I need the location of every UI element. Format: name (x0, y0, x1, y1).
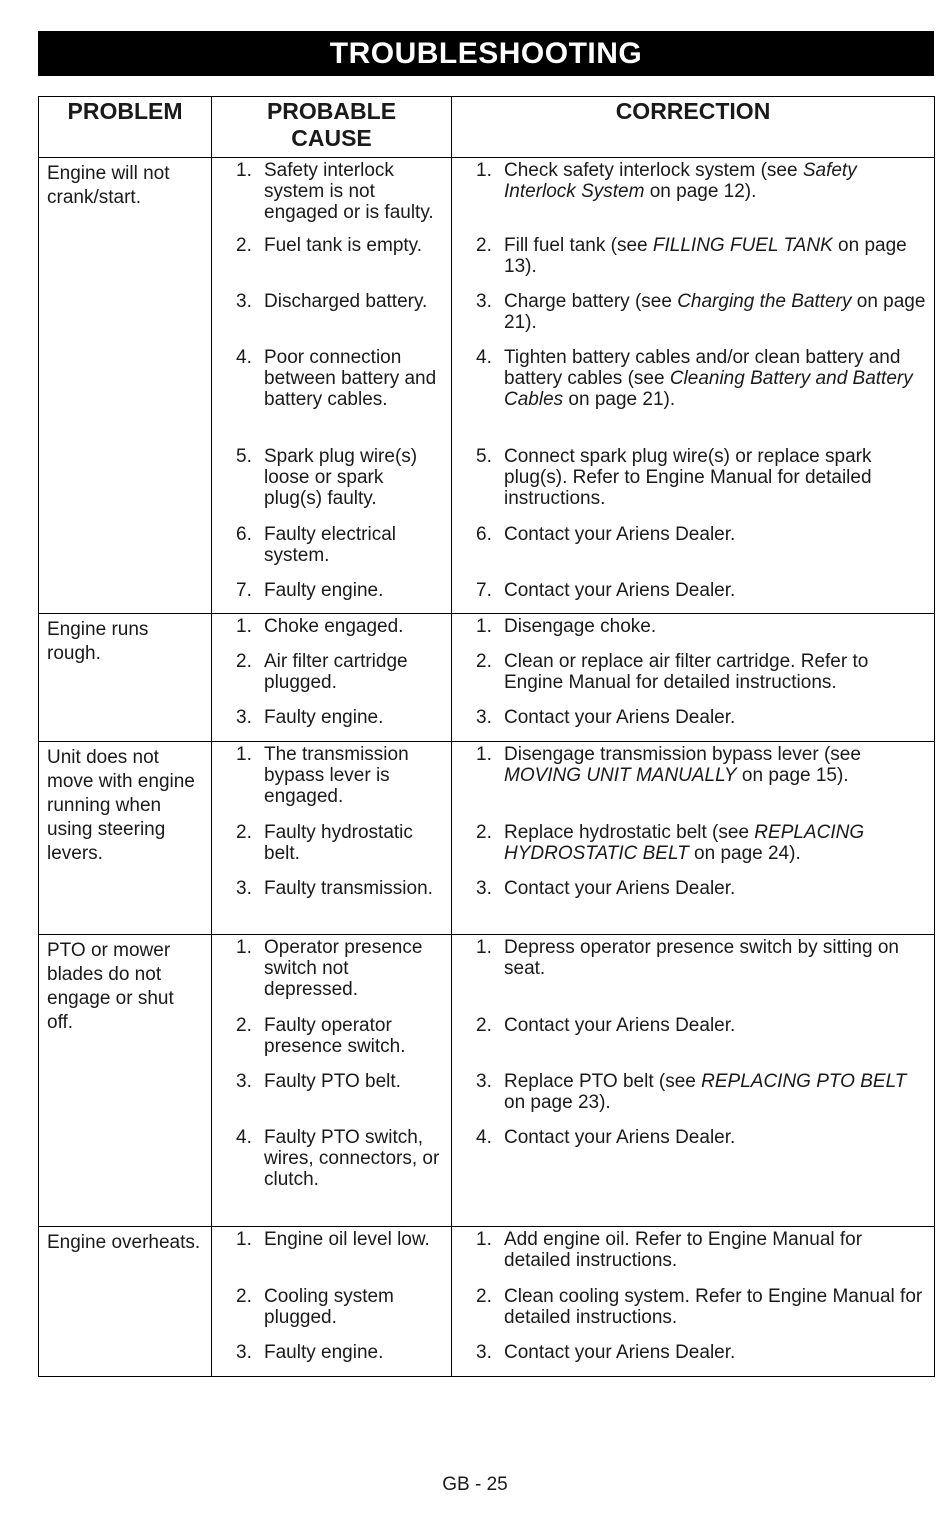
correction-item-number: 1. (476, 937, 492, 958)
correction-item-text: Tighten battery cables and/or clean battery and battery cables (see Cleaning Battery and Battery Cables on page 21). (504, 347, 913, 410)
correction-item-text: Contact your Ariens Dealer. (504, 524, 736, 545)
correction-item-text: Contact your Ariens Dealer. (504, 1015, 736, 1036)
correction-item (452, 446, 934, 524)
correction-item-number: 2. (476, 822, 492, 843)
cause-item (212, 1071, 451, 1127)
cause-item-number: 2. (236, 1286, 252, 1307)
correction-item-text: Contact your Ariens Dealer. (504, 1342, 736, 1363)
correction-item (452, 235, 934, 291)
table-header-row (39, 97, 935, 158)
table-row (39, 1227, 935, 1377)
cause-item (212, 1342, 451, 1376)
cause-item (212, 347, 451, 446)
cause-item-number: 3. (236, 878, 252, 899)
cause-item-number: 5. (236, 446, 252, 467)
cause-item-text: The transmission bypass lever is engaged. (264, 744, 409, 807)
correction-item-number: 3. (476, 878, 492, 899)
table-row (39, 935, 935, 1227)
cause-item-text: Faulty hydrostatic belt. (264, 822, 413, 864)
header-problem: PROBLEM (39, 97, 212, 158)
cause-item-text: Faulty engine. (264, 1342, 384, 1363)
cause-item-text: Fuel tank is empty. (264, 235, 423, 256)
correction-item (452, 822, 934, 878)
cause-item (212, 158, 451, 235)
cause-cell (212, 158, 452, 614)
correction-cell (452, 614, 935, 742)
correction-item-number: 3. (476, 291, 492, 312)
correction-item-text: Replace hydrostatic belt (see REPLACING HYDROSTATIC BELT on page 24). (504, 822, 865, 864)
correction-item-text: Charge battery (see Charging the Battery on page 21). (504, 291, 926, 333)
table-row (39, 742, 935, 935)
correction-item-number: 1. (476, 1229, 492, 1250)
cause-item-number: 1. (236, 616, 252, 637)
cause-item-number: 6. (236, 524, 252, 545)
cause-item-text: Faulty electrical system. (264, 524, 396, 566)
cause-item-number: 2. (236, 651, 252, 672)
correction-item (452, 1342, 934, 1376)
correction-item (452, 1227, 934, 1286)
correction-item (452, 291, 934, 347)
cause-item-number: 2. (236, 1015, 252, 1036)
cause-item-text: Cooling system plugged. (264, 1286, 394, 1328)
correction-item-text: Disengage transmission bypass lever (see MOVING UNIT MANUALLY on page 15). (504, 744, 861, 786)
correction-item-number: 2. (476, 651, 492, 672)
cause-item-number: 3. (236, 1342, 252, 1363)
cause-item (212, 878, 451, 934)
correction-cell (452, 742, 935, 935)
correction-item-number: 1. (476, 744, 492, 765)
correction-item-number: 2. (476, 1286, 492, 1307)
cause-item (212, 446, 451, 524)
correction-item (452, 1286, 934, 1342)
correction-item-text: Contact your Ariens Dealer. (504, 580, 736, 601)
cause-item-text: Discharged battery. (264, 291, 428, 312)
cause-cell (212, 614, 452, 742)
correction-item (452, 742, 934, 822)
correction-cell (452, 935, 935, 1227)
correction-item-text: Disengage choke. (504, 616, 657, 637)
correction-item-number: 5. (476, 446, 492, 467)
table-row (39, 614, 935, 742)
cause-item-text: Faulty engine. (264, 580, 384, 601)
problem-cell (39, 158, 212, 614)
cause-item (212, 614, 451, 651)
cause-cell (212, 1227, 452, 1377)
correction-item (452, 614, 934, 651)
correction-item (452, 651, 934, 707)
correction-item-text: Check safety interlock system (see Safety Interlock System on page 12). (504, 160, 857, 202)
problem-cell (39, 614, 212, 742)
cause-item-number: 7. (236, 580, 252, 601)
cause-item-text: Air filter cartridge plugged. (264, 651, 408, 693)
correction-item (452, 580, 934, 613)
cause-item-text: Poor connection between battery and battery cables. (264, 347, 437, 410)
cause-item-number: 1. (236, 1229, 252, 1250)
cause-item-text: Safety interlock system is not engaged or is faulty. (264, 160, 434, 223)
problem-text: Engine runs rough. (47, 619, 149, 664)
cause-item-text: Faulty PTO belt. (264, 1071, 401, 1092)
cause-item (212, 1015, 451, 1071)
correction-item-text: Contact your Ariens Dealer. (504, 707, 736, 728)
correction-item (452, 1071, 934, 1127)
page-title: TROUBLESHOOTING (38, 31, 934, 76)
correction-item-number: 1. (476, 616, 492, 637)
cause-item-number: 1. (236, 937, 252, 958)
correction-item-number: 4. (476, 1127, 492, 1148)
correction-item (452, 524, 934, 580)
cause-item (212, 935, 451, 1015)
correction-item-text: Depress operator presence switch by sitting on seat. (504, 937, 899, 979)
correction-cell (452, 158, 935, 614)
correction-item (452, 347, 934, 446)
correction-item (452, 707, 934, 741)
problem-cell (39, 742, 212, 935)
problem-cell (39, 935, 212, 1227)
cause-item (212, 524, 451, 580)
correction-item-text: Clean cooling system. Refer to Engine Manual for detailed instructions. (504, 1286, 923, 1328)
correction-item-text: Replace PTO belt (see REPLACING PTO BELT on page 23). (504, 1071, 907, 1113)
correction-item-number: 3. (476, 1071, 492, 1092)
cause-item (212, 707, 451, 741)
cause-item-text: Faulty transmission. (264, 878, 433, 899)
correction-item (452, 1127, 934, 1226)
correction-item-number: 3. (476, 707, 492, 728)
cause-item-text: Faulty operator presence switch. (264, 1015, 406, 1057)
troubleshooting-table (38, 96, 935, 1377)
correction-item-number: 6. (476, 524, 492, 545)
correction-item-text: Connect spark plug wire(s) or replace spark plug(s). Refer to Engine Manual for detailed instructions. (504, 446, 872, 509)
cause-cell (212, 935, 452, 1227)
cause-item-number: 2. (236, 235, 252, 256)
correction-item-number: 3. (476, 1342, 492, 1363)
cause-item (212, 235, 451, 291)
cause-item-number: 3. (236, 291, 252, 312)
header-correction: CORRECTION (452, 97, 935, 158)
header-probable-cause: PROBABLE CAUSE (212, 97, 452, 158)
cause-item-text: Spark plug wire(s) loose or spark plug(s) faulty. (264, 446, 418, 509)
correction-item-number: 1. (476, 160, 492, 181)
problem-text: Unit does not move with engine running when using steering levers. (47, 747, 195, 864)
problem-text: PTO or mower blades do not engage or shut off. (47, 940, 174, 1033)
correction-item (452, 878, 934, 934)
cause-item-text: Faulty engine. (264, 707, 384, 728)
correction-item-text: Add engine oil. Refer to Engine Manual for detailed instructions. (504, 1229, 863, 1271)
correction-item (452, 935, 934, 1015)
correction-item-text: Contact your Ariens Dealer. (504, 878, 736, 899)
cause-item-text: Choke engaged. (264, 616, 404, 637)
correction-item (452, 158, 934, 235)
cause-cell (212, 742, 452, 935)
cause-item (212, 580, 451, 613)
correction-item-number: 2. (476, 1015, 492, 1036)
cause-item (212, 1227, 451, 1286)
correction-cell (452, 1227, 935, 1377)
correction-item-number: 7. (476, 580, 492, 601)
cause-item-text: Operator presence switch not depressed. (264, 937, 423, 1000)
correction-item (452, 1015, 934, 1071)
cause-item-number: 2. (236, 822, 252, 843)
correction-item-text: Clean or replace air filter cartridge. Refer to Engine Manual for detailed instructions. (504, 651, 869, 693)
problem-cell (39, 1227, 212, 1377)
cause-item-number: 4. (236, 347, 252, 368)
cause-item-number: 1. (236, 160, 252, 181)
correction-item-text: Contact your Ariens Dealer. (504, 1127, 736, 1148)
cause-item (212, 1286, 451, 1342)
cause-item (212, 291, 451, 347)
cause-item-number: 4. (236, 1127, 252, 1148)
cause-item (212, 742, 451, 822)
cause-item-number: 1. (236, 744, 252, 765)
cause-item (212, 1127, 451, 1226)
cause-item-number: 3. (236, 1071, 252, 1092)
cause-item-number: 3. (236, 707, 252, 728)
problem-text: Engine overheats. (47, 1232, 201, 1253)
correction-item-number: 4. (476, 347, 492, 368)
correction-item-number: 2. (476, 235, 492, 256)
correction-item-text: Fill fuel tank (see FILLING FUEL TANK on page 13). (504, 235, 907, 277)
cause-item (212, 651, 451, 707)
cause-item (212, 822, 451, 878)
cause-item-text: Faulty PTO switch, wires, connectors, or clutch. (264, 1127, 440, 1190)
cause-item-text: Engine oil level low. (264, 1229, 430, 1250)
problem-text: Engine will not crank/start. (47, 163, 170, 208)
table-row (39, 158, 935, 614)
page-number: GB - 25 (442, 1474, 508, 1495)
